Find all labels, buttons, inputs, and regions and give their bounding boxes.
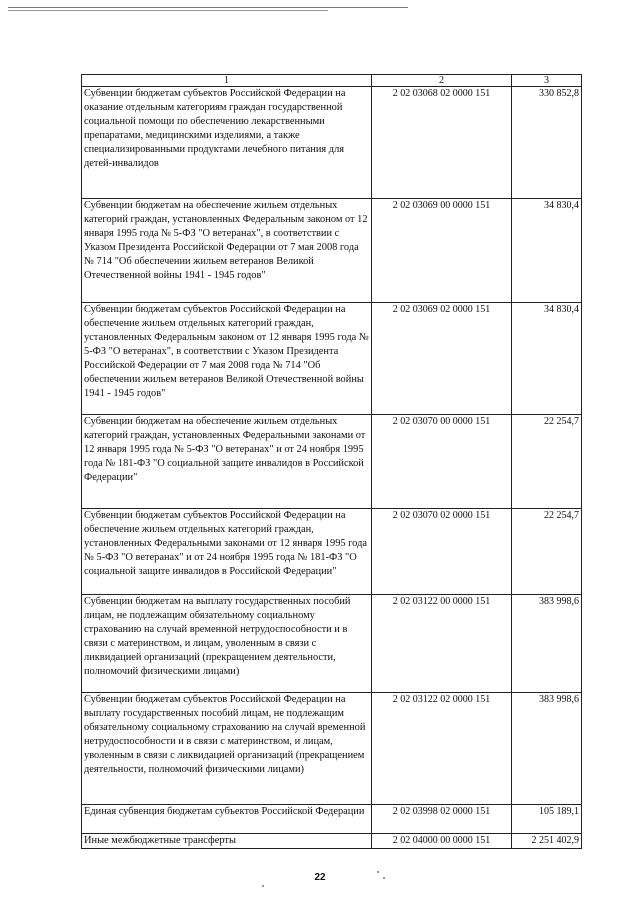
row-amount-cell: 22 254,7	[512, 415, 582, 509]
row-name-cell: Единая субвенция бюджетам субъектов Российской Федерации	[82, 805, 372, 834]
row-code-cell: 2 02 03069 00 0000 151	[372, 199, 512, 303]
column-header-amount: 3	[512, 75, 582, 87]
row-name-cell: Субвенции бюджетам субъектов Российской Федерации на обеспечение жильем отдельных категорий граждан, установленных Федеральными законами от 12 января 1995 года № 5-ФЗ "О ветеранах" и от 24 ноября 1995 года № 181-ФЗ "О социальной защите инвалидов в Российской Федерации"	[82, 509, 372, 595]
row-code-cell: 2 02 03070 02 0000 151	[372, 509, 512, 595]
table-row	[82, 509, 582, 595]
table-row	[82, 415, 582, 509]
column-header-code: 2	[372, 75, 512, 87]
table-row	[82, 303, 582, 415]
page-number: 22	[314, 872, 326, 883]
table-header-row	[82, 75, 582, 87]
table-row	[82, 834, 582, 849]
scan-top-rule-secondary	[8, 10, 328, 11]
row-amount-cell: 330 852,8	[512, 87, 582, 199]
column-header-name: 1	[82, 75, 372, 87]
table-row	[82, 87, 582, 199]
row-code-cell: 2 02 04000 00 0000 151	[372, 834, 512, 849]
row-name-cell: Иные межбюджетные трансферты	[82, 834, 372, 849]
row-amount-cell: 34 830,4	[512, 303, 582, 415]
row-amount-cell: 34 830,4	[512, 199, 582, 303]
table-row	[82, 595, 582, 693]
scan-top-rule	[8, 7, 408, 8]
row-amount-cell: 105 189,1	[512, 805, 582, 834]
row-name-cell: Субвенции бюджетам на обеспечение жильем отдельных категорий граждан, установленных Федеральным законом от 12 января 1995 года № 5-ФЗ "О ветеранах", в соответствии с Указом Президента Российской Федерации от 7 мая 2008 года № 714 "Об обеспечении жильем ветеранов Великой Отечественной войны 1941 - 1945 годов"	[82, 199, 372, 303]
table-row	[82, 693, 582, 805]
row-name-cell: Субвенции бюджетам субъектов Российской Федерации на выплату государственных пособий лицам, не подлежащим обязательному социальному страхованию на случай временной нетрудоспособности и в связи с материнством, и лицам, уволенным в связи с ликвидацией организаций (прекращением деятельности, полномочий физическими лицами)	[82, 693, 372, 805]
row-amount-cell: 383 998,6	[512, 595, 582, 693]
row-amount-cell: 2 251 402,9	[512, 834, 582, 849]
row-name-cell: Субвенции бюджетам на обеспечение жильем отдельных категорий граждан, установленных Федеральными законами от 12 января 1995 года № 5-ФЗ "О ветеранах" и от 24 ноября 1995 года № 181-ФЗ "О социальной защите инвалидов в Российской Федерации"	[82, 415, 372, 509]
budget-revenue-table	[81, 74, 582, 849]
row-amount-cell: 22 254,7	[512, 509, 582, 595]
row-code-cell: 2 02 03122 00 0000 151	[372, 595, 512, 693]
row-amount-cell: 383 998,6	[512, 693, 582, 805]
row-name-cell: Субвенции бюджетам на выплату государственных пособий лицам, не подлежащим обязательному социальному страхованию на случай временной нетрудоспособности и в связи с материнством, и лицам, уволенным в связи с ликвидацией организаций (прекращением деятельности, полномочий физическими лицами)	[82, 595, 372, 693]
table-row	[82, 805, 582, 834]
table-row	[82, 199, 582, 303]
row-code-cell: 2 02 03998 02 0000 151	[372, 805, 512, 834]
row-code-cell: 2 02 03068 02 0000 151	[372, 87, 512, 199]
row-code-cell: 2 02 03069 02 0000 151	[372, 303, 512, 415]
row-name-cell: Субвенции бюджетам субъектов Российской Федерации на обеспечение жильем отдельных категорий граждан, установленных Федеральным законом от 12 января 1995 года № 5-ФЗ "О ветеранах", в соответствии с Указом Президента Российской Федерации от 7 мая 2008 года № 714 "Об обеспечении жильем ветеранов Великой Отечественной войны 1941 - 1945 годов"	[82, 303, 372, 415]
row-name-cell: Субвенции бюджетам субъектов Российской Федерации на оказание отдельным категориям граждан государственной социальной помощи по обеспечению лекарственными препаратами, медицинскими изделиями, а также специализированными продуктами лечебного питания для детей-инвалидов	[82, 87, 372, 199]
row-code-cell: 2 02 03122 02 0000 151	[372, 693, 512, 805]
row-code-cell: 2 02 03070 00 0000 151	[372, 415, 512, 509]
scan-speck	[262, 885, 264, 887]
